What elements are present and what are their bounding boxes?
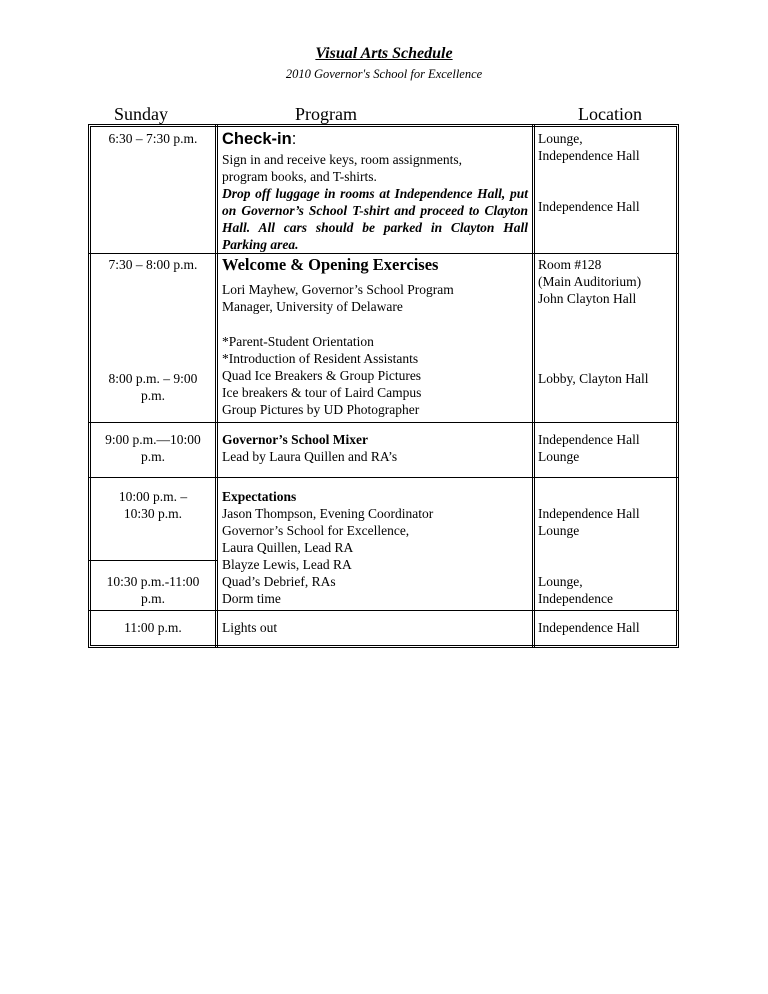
expectations-body-line: Blayze Lewis, Lead RA	[222, 557, 352, 572]
mixer-location	[538, 431, 676, 465]
column-header-program: Program	[295, 104, 357, 124]
expectations-program	[222, 488, 528, 573]
mixer-time-line: 9:00 p.m.—10:00	[105, 432, 201, 447]
checkin-heading: Check-in	[222, 130, 292, 148]
icebreakers-body-line: *Parent-Student Orientation	[222, 334, 374, 349]
checkin-note: Drop off luggage in rooms at Independence Hall, put on Governor’s School T-shirt and proceed to Clayton Hall. All cars should be parked in Clayton Hall Parking area.	[222, 186, 528, 252]
icebreakers-time-line: 8:00 p.m. – 9:00	[108, 371, 198, 386]
welcome-location-line: Room #128	[538, 257, 602, 272]
icebreakers-body-line: Ice breakers & tour of Laird Campus	[222, 385, 422, 400]
debrief-program	[222, 573, 528, 607]
debrief-time	[91, 573, 215, 607]
icebreakers-time	[91, 370, 215, 404]
row-divider	[88, 610, 679, 611]
checkin-body-line: Sign in and receive keys, room assignments,	[222, 152, 462, 167]
checkin-heading-wrap	[222, 129, 528, 149]
expectations-time-line: 10:00 p.m. –	[118, 489, 188, 504]
expectations-heading: Expectations	[222, 489, 297, 504]
column-divider	[532, 124, 535, 648]
mixer-heading: Governor’s School Mixer	[222, 432, 368, 447]
welcome-body	[222, 281, 528, 315]
mixer-time-line: p.m.	[140, 449, 165, 464]
column-header-sunday: Sunday	[114, 104, 168, 124]
mixer-program	[222, 431, 528, 465]
column-divider	[215, 124, 218, 648]
welcome-body-line: Lori Mayhew, Governor’s School Program	[222, 282, 454, 297]
expectations-body-line: Laura Quillen, Lead RA	[222, 540, 354, 555]
expectations-time-line: 10:30 p.m.	[123, 506, 183, 521]
icebreakers-body-line: Quad Ice Breakers & Group Pictures	[222, 368, 422, 383]
row-divider	[88, 560, 218, 561]
debrief-body-line: Dorm time	[222, 591, 281, 606]
lights-time: 11:00 p.m.	[124, 620, 182, 635]
icebreakers-location: Lobby, Clayton Hall	[538, 371, 649, 386]
icebreakers-body-line: *Introduction of Resident Assistants	[222, 351, 419, 366]
expectations-location	[538, 505, 676, 539]
lights-location: Independence Hall	[538, 620, 640, 635]
expectations-body-line: Jason Thompson, Evening Coordinator	[222, 506, 434, 521]
checkin-heading-colon: :	[291, 130, 297, 148]
mixer-location-line: Independence Hall	[538, 432, 640, 447]
checkin-location-line: Independence Hall	[538, 148, 640, 163]
debrief-body-line: Quad’s Debrief, RAs	[222, 574, 336, 589]
debrief-time-line: p.m.	[140, 591, 165, 606]
welcome-location-line: John Clayton Hall	[538, 291, 637, 306]
row-divider	[88, 477, 679, 478]
checkin-location-line: Lounge,	[538, 131, 583, 146]
row-divider	[88, 253, 679, 254]
mixer-location-line: Lounge	[538, 449, 580, 464]
checkin-body-line: program books, and T-shirts.	[222, 169, 377, 184]
icebreakers-body-line: Group Pictures by UD Photographer	[222, 402, 420, 417]
checkin-time: 6:30 – 7:30 p.m.	[108, 131, 198, 146]
welcome-time: 7:30 – 8:00 p.m.	[108, 257, 198, 272]
checkin-location	[538, 130, 676, 164]
debrief-time-line: 10:30 p.m.-11:00	[106, 574, 200, 589]
welcome-location-line: (Main Auditorium)	[538, 274, 642, 289]
expectations-body-line: Governor’s School for Excellence,	[222, 523, 410, 538]
expectations-location-line: Lounge	[538, 523, 580, 538]
column-header-location: Location	[578, 104, 642, 124]
icebreakers-time-line: p.m.	[140, 388, 165, 403]
document-subtitle: 2010 Governor's School for Excellence	[285, 67, 483, 81]
row-divider	[88, 422, 679, 423]
debrief-location-line: Lounge,	[538, 574, 583, 589]
welcome-heading: Welcome & Opening Exercises	[222, 255, 439, 274]
welcome-location	[538, 256, 676, 307]
welcome-body-line: Manager, University of Delaware	[222, 299, 403, 314]
debrief-location-line: Independence	[538, 591, 613, 606]
lights-body: Lights out	[222, 620, 278, 635]
mixer-body: Lead by Laura Quillen and RA’s	[222, 449, 398, 464]
icebreakers-body	[222, 333, 528, 418]
document-title: Visual Arts Schedule	[315, 45, 453, 62]
debrief-location	[538, 573, 676, 607]
mixer-time	[91, 431, 215, 465]
expectations-location-line: Independence Hall	[538, 506, 640, 521]
checkin-body	[222, 151, 528, 185]
checkin-location-2: Independence Hall	[538, 199, 640, 214]
expectations-time	[91, 488, 215, 522]
